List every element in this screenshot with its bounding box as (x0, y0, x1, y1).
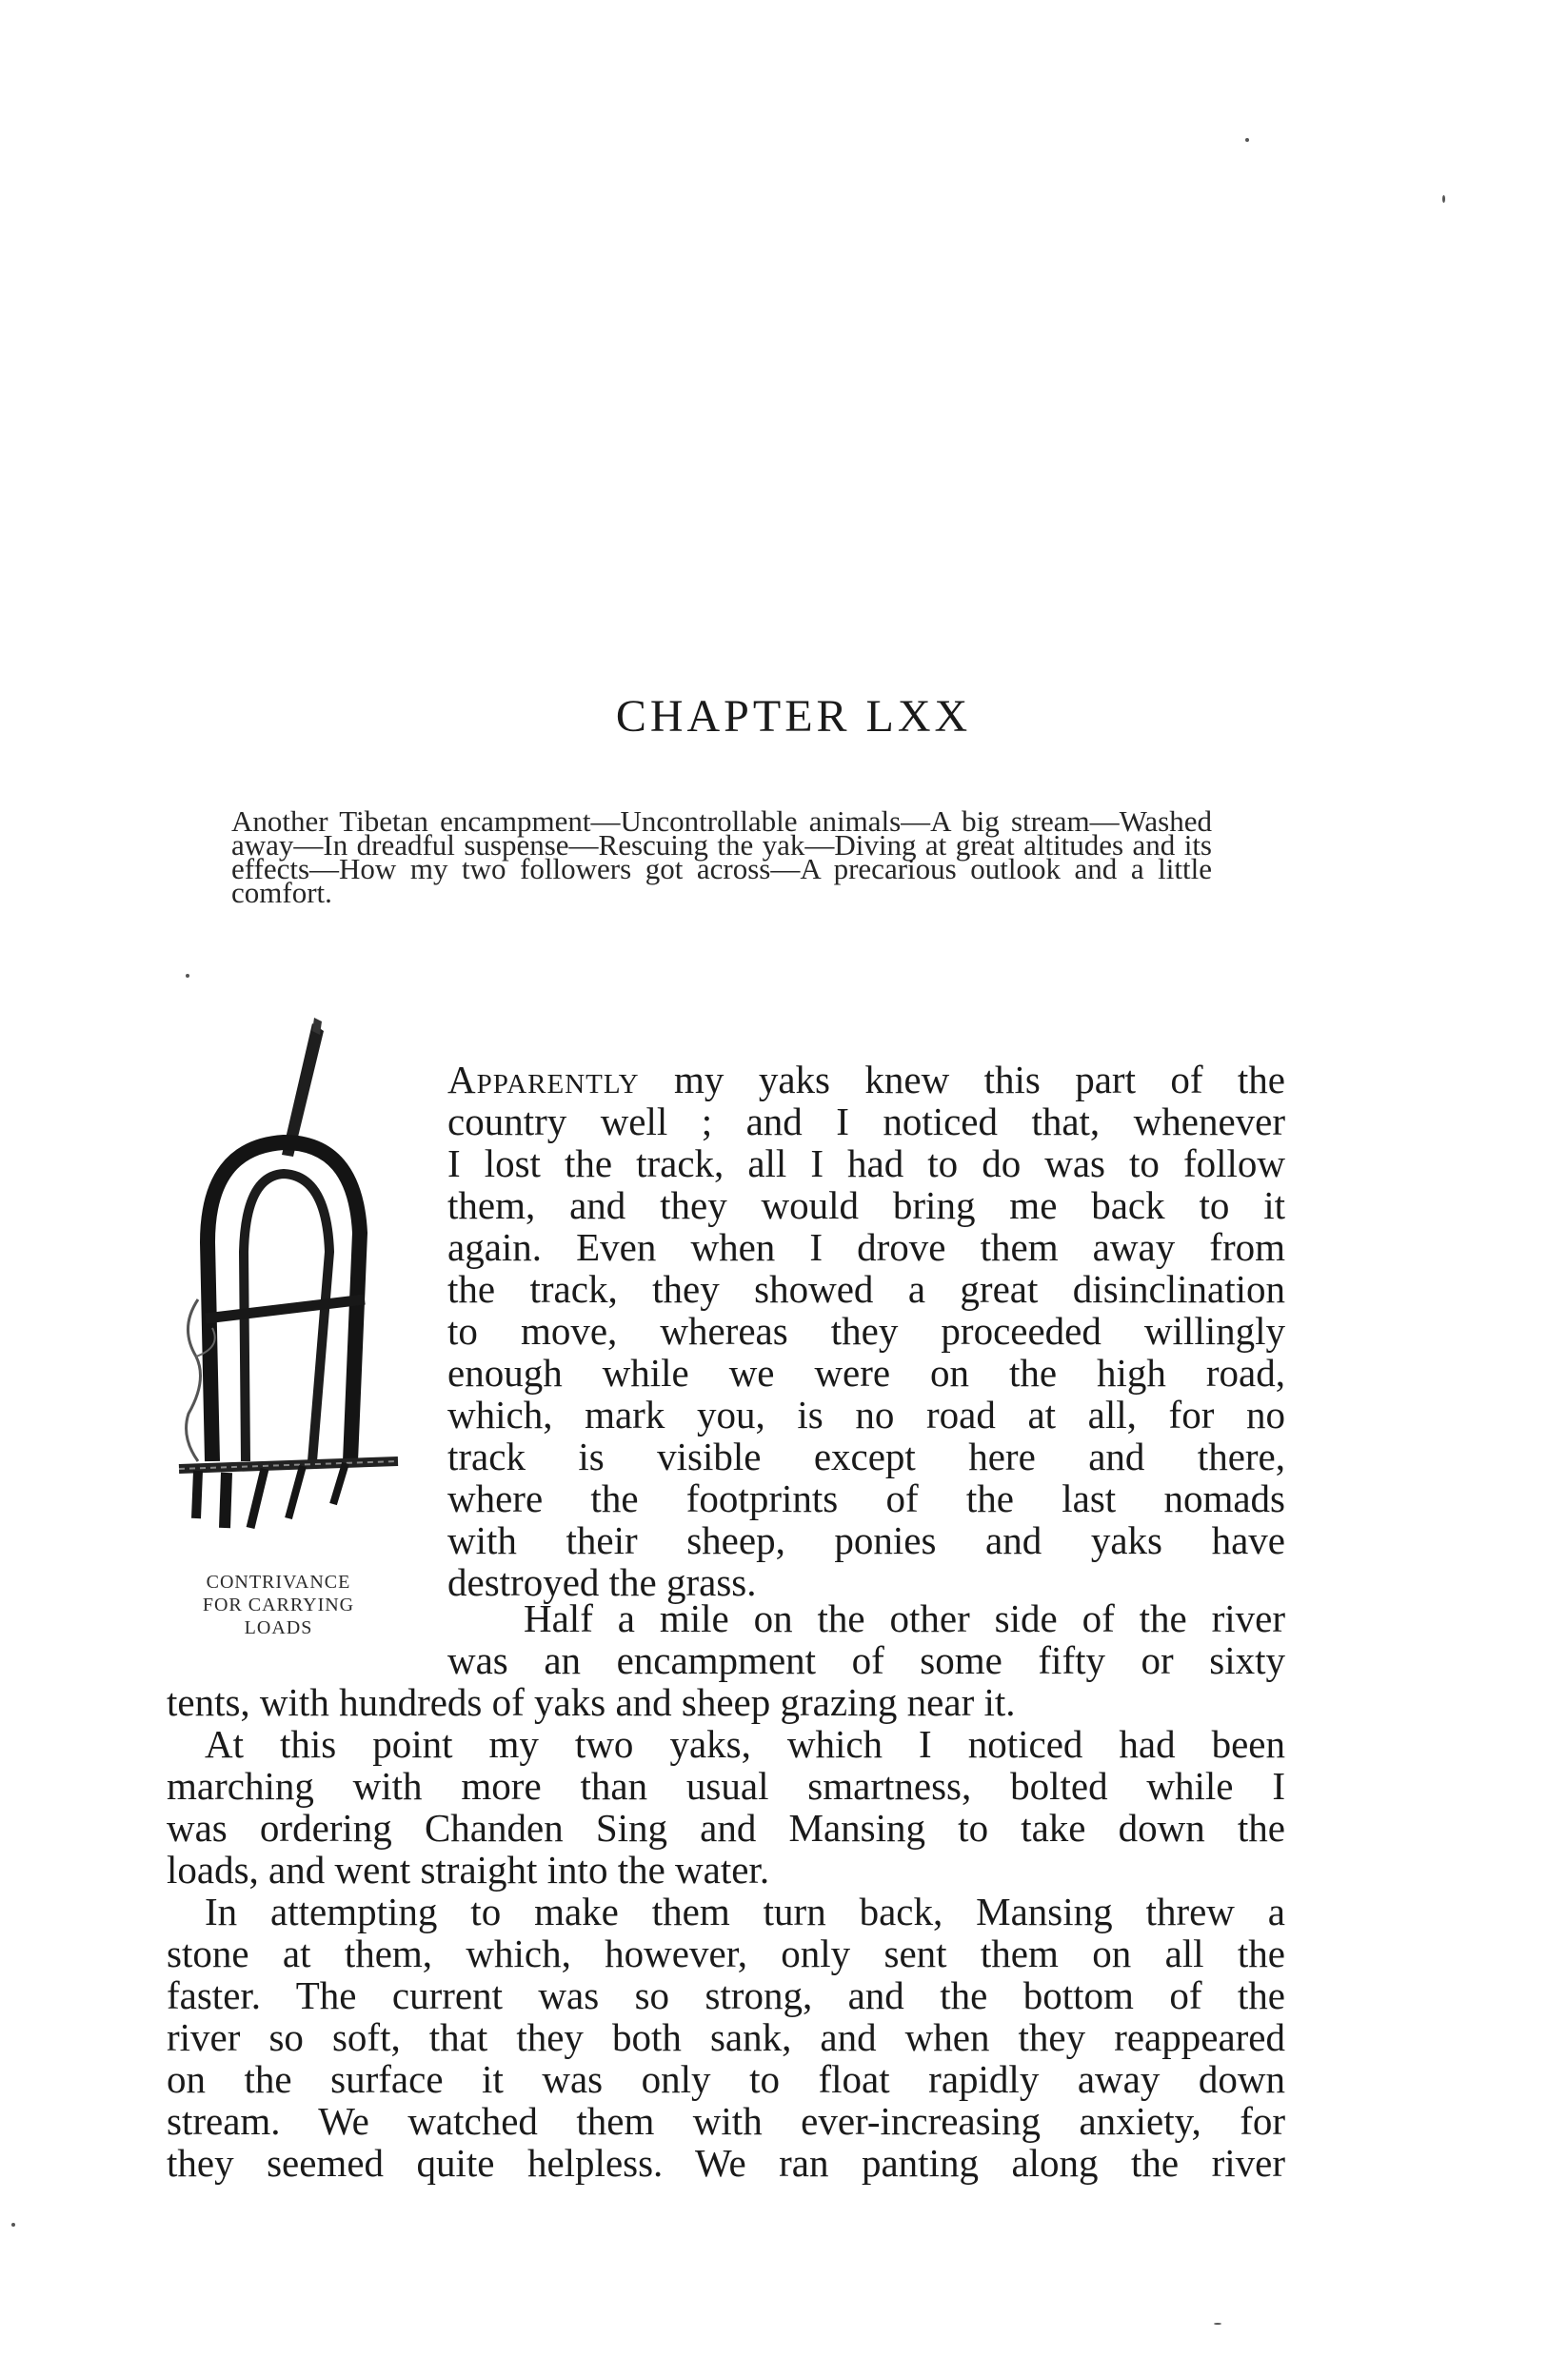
text-line: which, mark you, is no road at all, for no (447, 1393, 1285, 1437)
text-line: country well ; and I noticed that, whenever (447, 1100, 1285, 1143)
scan-speck (1214, 2323, 1221, 2325)
text-line: river so soft, that they both sank, and when they reappeared (167, 2015, 1285, 2059)
chapter-synopsis: Another Tibetan encampment—Uncontrollable animals—A big stream—Washed away—In dreadful suspense—Rescuing the yak—Diving at great altitudes and its effects—How my two followers got across—A precarious outlook and a little comfort. (231, 804, 1212, 909)
text-line: I lost the track, all I had to do was to follow (447, 1141, 1285, 1185)
text-line: them, and they would bring me back to it (447, 1183, 1285, 1227)
text-line: on the surface it was only to float rapidly away down (167, 2057, 1285, 2101)
load-carrier-drawing (169, 1014, 407, 1533)
text-line-rest: my yaks knew this part of the (639, 1058, 1285, 1101)
text-line: was an encampment of some fifty or sixty (447, 1638, 1285, 1682)
text-line: stone at them, which, however, only sent them on all the (167, 1932, 1285, 1975)
text-line: At this point my two yaks, which I noticed had been (205, 1722, 1285, 1766)
text-line: In attempting to make them turn back, Mansing threw a (205, 1890, 1285, 1933)
text-line: was ordering Chanden Sing and Mansing to take down the (167, 1806, 1285, 1850)
caption-line: CONTRIVANCE (206, 1572, 351, 1593)
opening-word: Apparently (447, 1058, 640, 1101)
text-line: tents, with hundreds of yaks and sheep grazing near it. (167, 1680, 1016, 1724)
paragraph-2-wide (167, 1681, 1285, 1723)
load-carrier-illustration (169, 1014, 407, 1533)
text-line: marching with more than usual smartness, bolted while I (167, 1764, 1285, 1808)
text-line: the track, they showed a great disinclination (447, 1267, 1285, 1311)
text-line: Half a mile on the other side of the river (524, 1596, 1285, 1640)
figure-caption (157, 1571, 400, 1639)
text-line: where the footprints of the last nomads (447, 1476, 1285, 1520)
text-line: destroyed the grass. (447, 1560, 757, 1604)
chapter-title: CHAPTER LXX (615, 691, 972, 742)
text-line (447, 1059, 1285, 1100)
text-line: to move, whereas they proceeded willingly (447, 1309, 1285, 1353)
caption-line: FOR CARRYING (202, 1595, 355, 1615)
caption-line: LOADS (244, 1617, 313, 1638)
paragraph-1 (447, 1059, 1285, 1603)
paragraph-2-narrow (447, 1597, 1285, 1681)
scan-speck (1442, 195, 1445, 203)
text-line: enough while we were on the high road, (447, 1351, 1285, 1395)
text-line: faster. The current was so strong, and the bottom of the (167, 1973, 1285, 2017)
text-line: with their sheep, ponies and yaks have (447, 1518, 1285, 1562)
text-line: loads, and went straight into the water. (167, 1848, 770, 1892)
text-line: stream. We watched them with ever-increasing anxiety, for (167, 2099, 1285, 2143)
scan-speck (186, 974, 189, 978)
text-line: again. Even when I drove them away from (447, 1225, 1285, 1269)
paragraph-4 (167, 1891, 1285, 2184)
text-line: they seemed quite helpless. We ran panting along the river (167, 2141, 1285, 2185)
scan-speck (1245, 138, 1249, 142)
text-line: track is visible except here and there, (447, 1435, 1285, 1478)
paragraph-3 (167, 1723, 1285, 1891)
scan-speck (11, 2223, 15, 2227)
